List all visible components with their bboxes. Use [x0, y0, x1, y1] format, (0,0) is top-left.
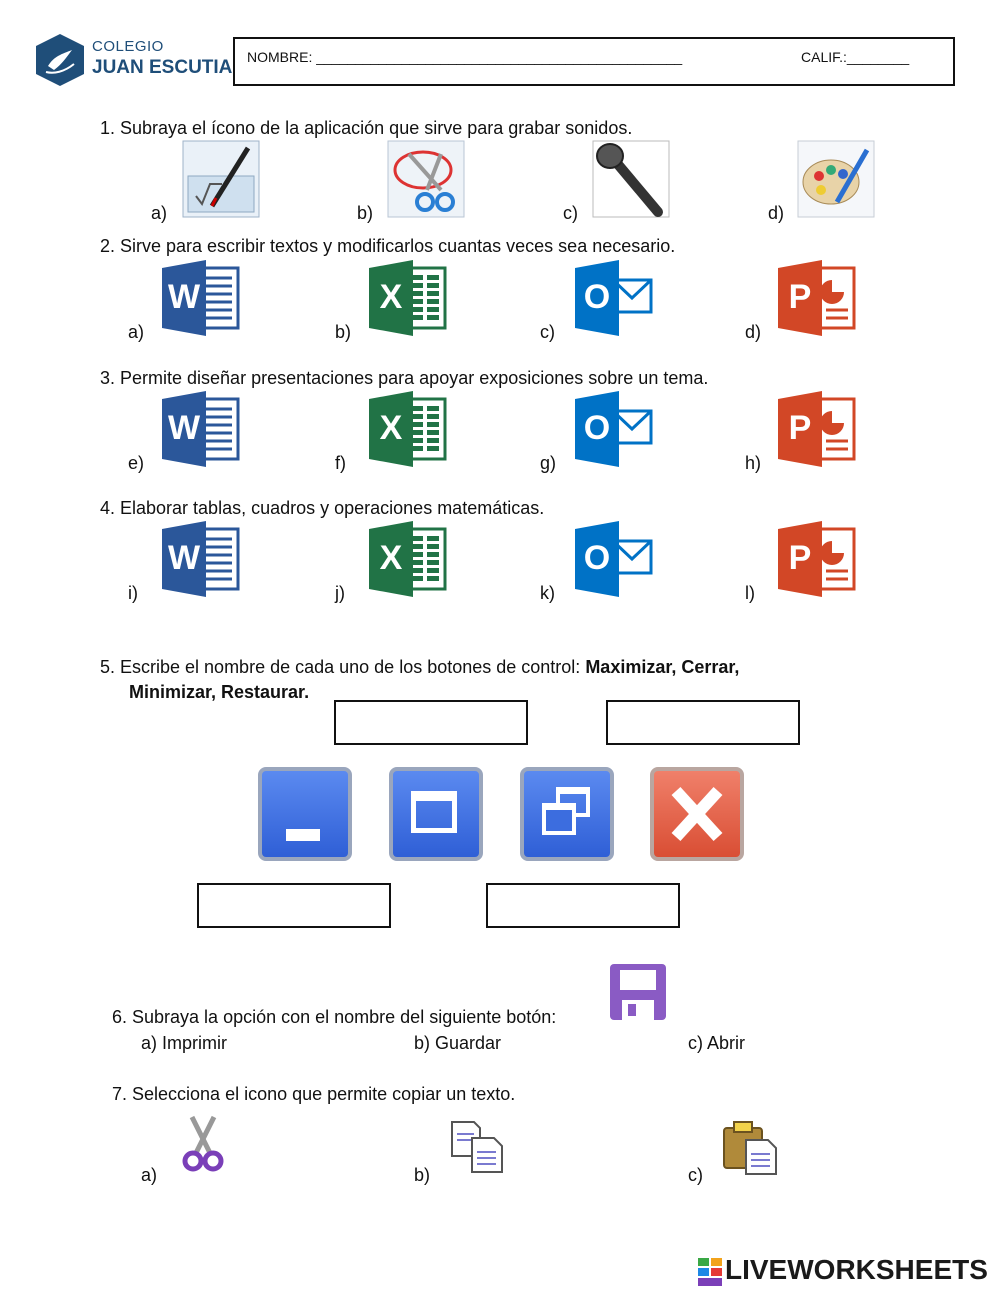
question-5-text: 5. Escribe el nombre de cada uno de los botones de control: — [100, 657, 586, 677]
excel-icon[interactable] — [369, 391, 447, 467]
minimize-button-icon[interactable] — [258, 767, 352, 861]
outlook-icon-letter: O — [583, 539, 611, 577]
close-button-icon[interactable] — [650, 767, 744, 861]
excel-icon-letter: X — [379, 278, 403, 316]
outlook-icon-letter: O — [583, 409, 611, 447]
excel-icon-letter: X — [379, 539, 403, 577]
question-1: 1. Subraya el ícono de la aplicación que sirve para grabar sonidos. — [100, 118, 633, 138]
q6-option-a[interactable]: a) Imprimir — [141, 1033, 227, 1053]
word-icon-letter: W — [167, 409, 201, 447]
question-5-bold2: Minimizar, Restaurar. — [129, 682, 310, 702]
student-info-box — [233, 37, 955, 86]
powerpoint-icon-letter: P — [788, 539, 812, 577]
excel-icon-letter: X — [379, 409, 403, 447]
powerpoint-icon[interactable] — [778, 391, 856, 467]
word-icon[interactable] — [162, 260, 240, 336]
q4-option-k[interactable]: k) — [540, 583, 555, 603]
outlook-icon[interactable] — [575, 391, 653, 467]
q1-option-d[interactable]: d) — [768, 203, 785, 223]
school-logo — [32, 32, 232, 88]
q6-option-c[interactable]: c) Abrir — [688, 1033, 746, 1053]
paste-icon[interactable] — [722, 1118, 778, 1176]
powerpoint-icon-letter: P — [788, 409, 812, 447]
q4-option-j[interactable]: j) — [335, 583, 345, 603]
q7-option-a[interactable]: a) — [141, 1165, 158, 1185]
q1-option-c[interactable]: c) — [563, 203, 578, 223]
scissors-icon[interactable] — [180, 1115, 226, 1173]
q3-option-e[interactable]: e) — [128, 453, 145, 473]
answer-box-1[interactable] — [334, 700, 528, 745]
math-input-icon[interactable] — [182, 140, 260, 218]
outlook-icon[interactable] — [575, 521, 653, 597]
question-4: 4. Elaborar tablas, cuadros y operaciones matemáticas. — [100, 498, 545, 518]
school-name-line1: COLEGIO — [92, 38, 164, 55]
question-6: 6. Subraya la opción con el nombre del siguiente botón: — [112, 1007, 557, 1027]
question-5-bold: Maximizar, Cerrar, — [585, 657, 740, 677]
microphone-icon[interactable] — [592, 140, 670, 218]
school-shield-icon — [32, 32, 88, 88]
powerpoint-icon[interactable] — [778, 521, 856, 597]
answer-box-4[interactable] — [486, 883, 680, 928]
q3-option-h[interactable]: h) — [745, 453, 762, 473]
paint-icon[interactable] — [797, 140, 875, 218]
q2-option-b[interactable]: b) — [335, 322, 352, 342]
q2-option-d[interactable]: d) — [745, 322, 762, 342]
excel-icon[interactable] — [369, 260, 447, 336]
question-5 — [100, 655, 860, 705]
powerpoint-icon[interactable] — [778, 260, 856, 336]
school-name-line2: JUAN ESCUTIA — [92, 57, 233, 78]
word-icon-letter: W — [167, 539, 201, 577]
q2-option-a[interactable]: a) — [128, 322, 145, 342]
q1-option-b[interactable]: b) — [357, 203, 374, 223]
excel-icon[interactable] — [369, 521, 447, 597]
liveworksheets-text: LIVEWORKSHEETS — [725, 1254, 988, 1285]
word-icon-letter: W — [167, 278, 201, 316]
word-icon[interactable] — [162, 521, 240, 597]
restore-button-icon[interactable] — [520, 767, 614, 861]
question-3: 3. Permite diseñar presentaciones para apoyar exposiciones sobre un tema. — [100, 368, 709, 388]
answer-box-3[interactable] — [197, 883, 391, 928]
q7-option-c[interactable]: c) — [688, 1165, 703, 1185]
q2-option-c[interactable]: c) — [540, 322, 555, 342]
name-field[interactable]: NOMBRE: _______________________________________________ — [247, 49, 683, 65]
question-2: 2. Sirve para escribir textos y modificarlos cuantas veces sea necesario. — [100, 236, 676, 256]
outlook-icon[interactable] — [575, 260, 653, 336]
q4-option-l[interactable]: l) — [745, 583, 755, 603]
answer-box-2[interactable] — [606, 700, 800, 745]
q3-option-g[interactable]: g) — [540, 453, 557, 473]
q7-option-b[interactable]: b) — [414, 1165, 431, 1185]
snipping-tool-icon[interactable] — [387, 140, 465, 218]
q3-option-f[interactable]: f) — [335, 453, 346, 473]
outlook-icon-letter: O — [583, 278, 611, 316]
word-icon[interactable] — [162, 391, 240, 467]
powerpoint-icon-letter: P — [788, 278, 812, 316]
grade-field[interactable]: CALIF.:________ — [801, 49, 910, 65]
q4-option-i[interactable]: i) — [128, 583, 138, 603]
copy-icon[interactable] — [450, 1120, 504, 1174]
save-disk-icon — [608, 962, 668, 1022]
liveworksheets-logo-icon — [698, 1258, 722, 1286]
q6-option-b[interactable]: b) Guardar — [414, 1033, 502, 1053]
question-7: 7. Selecciona el icono que permite copiar un texto. — [112, 1084, 516, 1104]
q1-option-a[interactable]: a) — [151, 203, 168, 223]
maximize-button-icon[interactable] — [389, 767, 483, 861]
